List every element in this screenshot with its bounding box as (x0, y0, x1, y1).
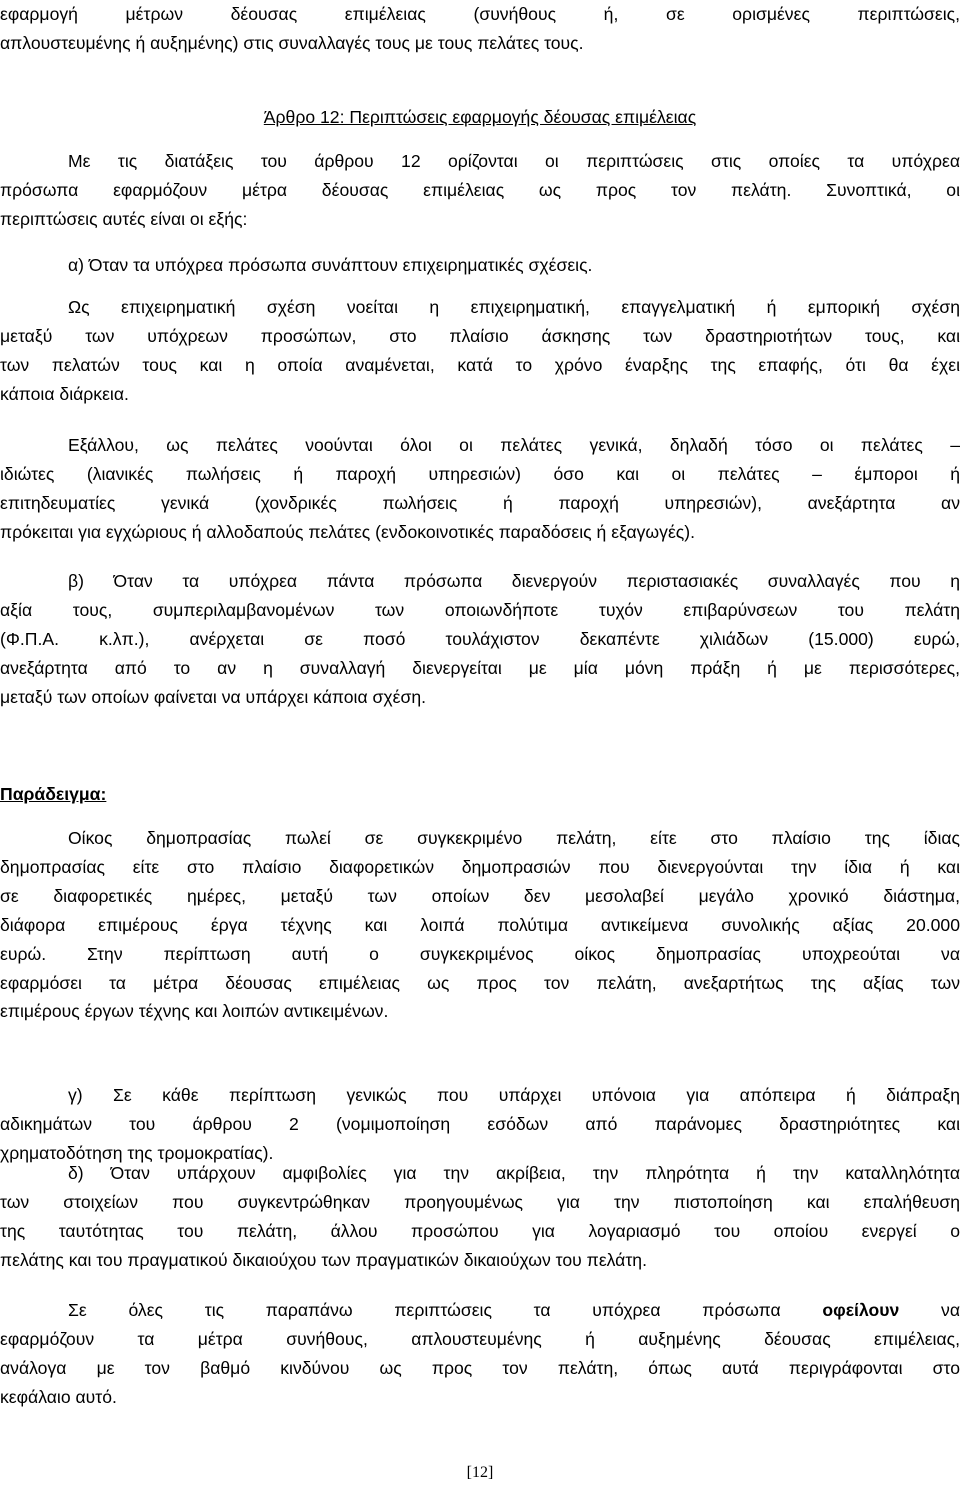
text-line: διάφορα επιμέρους έργα τέχνης και λοιπά πολύτιμα αντικείμενα συνολικής αξίας 20.000 (0, 914, 960, 935)
text-line: μεταξύ των υπόχρεων προσώπων, στο πλαίσιο άσκησης των δραστηριοτήτων τους, και (0, 325, 960, 346)
text-line: αδικημάτων του άρθρου 2 (νομιμοποίηση εσόδων από παράνομες δραστηριότητες και (0, 1113, 960, 1134)
business-relationship-paragraph (0, 293, 960, 409)
text-line: απλουστευμένης ή αυξημένης) στις συναλλαγές τους με τους πελάτες τους. (0, 32, 584, 53)
text-line: επιμέρους έργων τέχνης και λοιπών αντικειμένων. (0, 1001, 389, 1022)
text-line: πρόσωπα εφαρμόζουν μέτρα δέουσας επιμέλειας ως προς τον πελάτη. Συνοπτικά, οι (0, 179, 960, 200)
clients-paragraph (0, 431, 960, 547)
obligation-paragraph (0, 1296, 960, 1412)
text-line: δημοπρασίας είτε στο πλαίσιο διαφορετικών δημοπρασιών που διενεργούνται την ίδια ή και (0, 856, 960, 877)
text-line: των πελατών τους και η οποία αναμένεται, κατά το χρόνο έναρξης της επαφής, ότι θα έχει (0, 354, 960, 375)
example-paragraph (0, 824, 960, 1026)
text-line: ευρώ. Στην περίπτωση αυτή ο συγκεκριμένος οίκος δημοπρασίας υποχρεούται να (0, 943, 960, 964)
text-line: χρηματοδότηση της τρομοκρατίας). (0, 1142, 274, 1163)
text-line: Σε όλες τις παραπάνω περιπτώσεις τα υπόχρεα πρόσωπα οφείλουν να (68, 1300, 960, 1320)
text-line: πελάτης και του πραγματικού δικαιούχου των πραγματικών δικαιούχων του πελάτη. (0, 1249, 647, 1270)
text-line: Εξάλλου, ως πελάτες νοούνται όλοι οι πελάτες γενικά, δηλαδή τόσο οι πελάτες – (68, 435, 960, 455)
example-heading: Παράδειγμα: (0, 784, 107, 804)
text-line: επιτηδευματίες γενικά (χονδρικές πωλήσεις ή παροχή υπηρεσιών), ανεξάρτητα αν (0, 492, 960, 513)
text-line: Οίκος δημοπρασίας πωλεί σε συγκεκριμένο πελάτη, είτε στο πλαίσιο της ίδιας (68, 828, 960, 848)
text-line: εφαρμόζουν τα μέτρα συνήθους, απλουστευμένης ή αυξημένης δέουσας επιμέλειας, (0, 1328, 960, 1349)
text-line: εφαρμόσει τα μέτρα δέουσας επιμέλειας ως προς τον πελάτη, ανεξαρτήτως της αξίας των (0, 972, 960, 993)
text-line: περιπτώσεις αυτές είναι οι εξής: (0, 208, 248, 229)
text-line: ιδιώτες (λιανικές πωλήσεις ή παροχή υπηρεσιών) όσο και οι πελάτες – έμποροι ή (0, 463, 960, 484)
text-line: της ταυτότητας του πελάτη, άλλου προσώπου για λογαριασμό του οποίου ενεργεί ο (0, 1220, 960, 1241)
case-c-paragraph (0, 1081, 960, 1168)
text-line: πρόκειται για εγχώριους ή αλλοδαπούς πελάτες (ενδοκοινοτικές παραδόσεις ή εξαγωγές). (0, 521, 696, 542)
text-line: ανεξάρτητα από το αν η συναλλαγή διενεργείται με μία μόνη πράξη ή με περισσότερες, (0, 657, 960, 678)
case-d-paragraph (0, 1159, 960, 1275)
text-line: κεφάλαιο αυτό. (0, 1386, 117, 1407)
emphasis-obliged: οφείλουν (822, 1300, 900, 1320)
text-line: δ) Όταν υπάρχουν αμφιβολίες για την ακρίβεια, την πληρότητα ή την καταλληλότητα (68, 1163, 960, 1183)
page-number: [12] (466, 1464, 494, 1481)
text-line: Με τις διατάξεις του άρθρου 12 ορίζονται οι περιπτώσεις στις οποίες τα υπόχρεα (68, 151, 960, 171)
text-line: Ως επιχειρηματική σχέση νοείται η επιχειρηματική, επαγγελματική ή εμπορική σχέση (68, 297, 960, 317)
text-line: αξία τους, συμπεριλαμβανομένων των οποιωνδήποτε τυχόν επιβαρύνσεων του πελάτη (0, 599, 960, 620)
text-line: των στοιχείων που συγκεντρώθηκαν προηγουμένως για την πιστοποίηση και επαλήθευση (0, 1191, 960, 1212)
case-b-paragraph (0, 567, 960, 712)
text-line: σε διαφορετικές ημέρες, μεταξύ των οποίων δεν μεσολαβεί μεγάλο χρονικό διάστημα, (0, 885, 960, 906)
intro-paragraph (0, 0, 960, 58)
text-line: κάποια διάρκεια. (0, 383, 129, 404)
text-line: β) Όταν τα υπόχρεα πάντα πρόσωπα διενεργούν περιστασιακές συναλλαγές που η (68, 571, 960, 591)
case-a: α) Όταν τα υπόχρεα πρόσωπα συνάπτουν επιχειρηματικές σχέσεις. (68, 255, 593, 275)
article-paragraph (0, 147, 960, 234)
text-line: μεταξύ των οποίων φαίνεται να υπάρχει κάποια σχέση. (0, 686, 426, 707)
text-line: (Φ.Π.Α. κ.λπ.), ανέρχεται σε ποσό τουλάχιστον δεκαπέντε χιλιάδων (15.000) ευρώ, (0, 628, 960, 649)
text-line: γ) Σε κάθε περίπτωση γενικώς που υπάρχει υπόνοια για απόπειρα ή διάπραξη (68, 1085, 960, 1105)
article-title: Άρθρο 12: Περιπτώσεις εφαρμογής δέουσας επιμέλειας (263, 107, 697, 127)
text-line: εφαρμογή μέτρων δέουσας επιμέλειας (συνήθους ή, σε ορισμένες περιπτώσεις, (0, 4, 960, 24)
text-line: ανάλογα με τον βαθμό κινδύνου ως προς τον πελάτη, όπως αυτά περιγράφονται στο (0, 1357, 960, 1378)
